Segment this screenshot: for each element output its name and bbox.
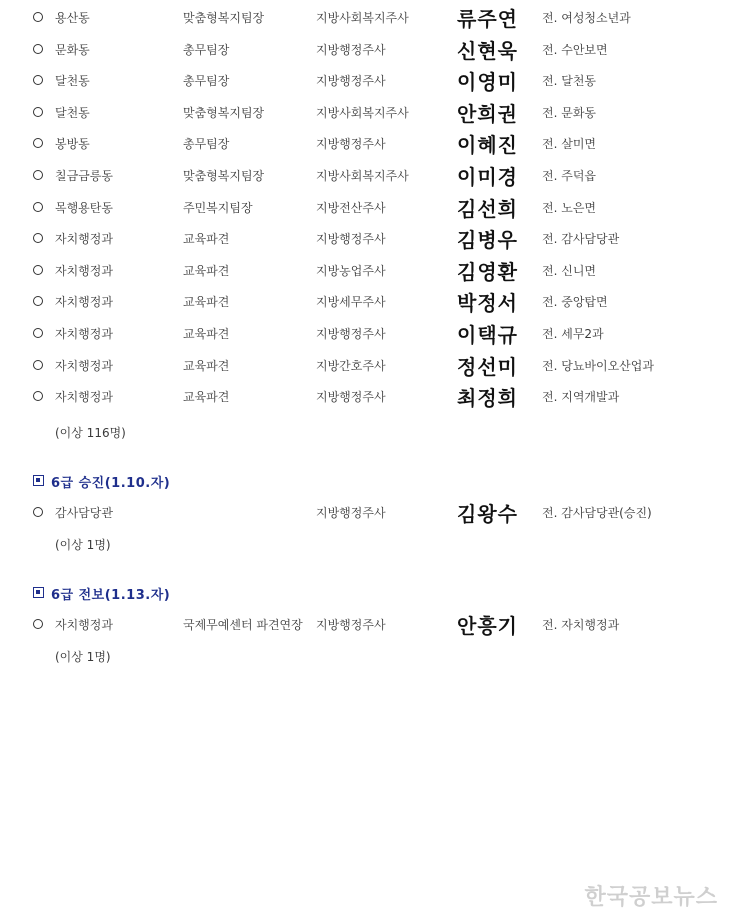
- circle-bullet-icon: [33, 75, 43, 85]
- rank: 지방행정주사: [316, 232, 386, 246]
- rank: 지방행정주사: [316, 137, 386, 151]
- department: 봉방동: [55, 137, 90, 151]
- position: 교육파견: [183, 264, 230, 278]
- position: 주민복지팀장: [183, 201, 253, 215]
- circle-bullet-icon: [33, 619, 43, 629]
- circle-bullet-icon: [33, 138, 43, 148]
- circle-bullet-icon: [33, 391, 43, 401]
- department: 자치행정과: [55, 359, 113, 373]
- circle-bullet-icon: [33, 170, 43, 180]
- department: 달천동: [55, 74, 90, 88]
- personnel-row: [0, 35, 740, 65]
- circle-bullet-icon: [33, 507, 43, 517]
- department: 목행용탄동: [55, 201, 113, 215]
- personnel-row: [0, 224, 740, 254]
- previous-post: 전. 노은면: [542, 201, 596, 215]
- person-name: 정선미: [457, 355, 518, 379]
- position: 국제무예센터 파견연장: [183, 618, 303, 632]
- personnel-row: [0, 610, 740, 640]
- department: 자치행정과: [55, 232, 113, 246]
- department: 달천동: [55, 106, 90, 120]
- personnel-row: [0, 382, 740, 412]
- rank: 지방행정주사: [316, 74, 386, 88]
- rank: 지방세무주사: [316, 295, 386, 309]
- circle-bullet-icon: [33, 12, 43, 22]
- circle-bullet-icon: [33, 265, 43, 275]
- rank: 지방행정주사: [316, 506, 386, 520]
- previous-post: 전. 신니면: [542, 264, 596, 278]
- position: 교육파견: [183, 295, 230, 309]
- person-name: 김선희: [457, 197, 518, 221]
- rank: 지방행정주사: [316, 43, 386, 57]
- rank: 지방행정주사: [316, 390, 386, 404]
- count-note: (이상 1명): [55, 538, 111, 552]
- person-name: 최정희: [457, 386, 518, 410]
- position: 교육파견: [183, 232, 230, 246]
- previous-post: 전. 문화동: [542, 106, 596, 120]
- previous-post: 전. 자치행정과: [542, 618, 620, 632]
- rank: 지방전산주사: [316, 201, 386, 215]
- person-name: 김병우: [457, 228, 518, 252]
- previous-post: 전. 달천동: [542, 74, 596, 88]
- previous-post: 전. 살미면: [542, 137, 596, 151]
- personnel-row: [0, 498, 740, 528]
- position: 교육파견: [183, 390, 230, 404]
- square-bullet-icon: [33, 475, 44, 486]
- rank: 지방간호주사: [316, 359, 386, 373]
- personnel-row: [0, 3, 740, 33]
- department: 감사담당관: [55, 506, 113, 520]
- previous-post: 전. 여성청소년과: [542, 11, 631, 25]
- personnel-row: [0, 193, 740, 223]
- previous-post: 전. 주덕읍: [542, 169, 596, 183]
- personnel-row: [0, 351, 740, 381]
- personnel-row: [0, 287, 740, 317]
- rank: 지방사회복지주사: [316, 169, 409, 183]
- position: 총무팀장: [183, 43, 230, 57]
- person-name: 신현욱: [457, 39, 518, 63]
- circle-bullet-icon: [33, 296, 43, 306]
- circle-bullet-icon: [33, 233, 43, 243]
- position: 교육파견: [183, 327, 230, 341]
- previous-post: 전. 중앙탑면: [542, 295, 608, 309]
- person-name: 이혜진: [457, 133, 518, 157]
- circle-bullet-icon: [33, 360, 43, 370]
- person-name: 이미경: [457, 165, 518, 189]
- circle-bullet-icon: [33, 107, 43, 117]
- section-title: 6급 승진(1.10.자): [51, 476, 171, 491]
- previous-post: 전. 수안보면: [542, 43, 608, 57]
- previous-post: 전. 지역개발과: [542, 390, 620, 404]
- position: 교육파견: [183, 359, 230, 373]
- person-name: 안흥기: [457, 614, 518, 638]
- personnel-row: [0, 98, 740, 128]
- person-name: 김왕수: [457, 502, 518, 526]
- rank: 지방농업주사: [316, 264, 386, 278]
- personnel-row: [0, 319, 740, 349]
- position: 맞춤형복지팀장: [183, 169, 265, 183]
- department: 자치행정과: [55, 618, 113, 632]
- person-name: 안희권: [457, 102, 518, 126]
- person-name: 박정서: [457, 291, 518, 315]
- department: 자치행정과: [55, 264, 113, 278]
- previous-post: 전. 당뇨바이오산업과: [542, 359, 654, 373]
- count-note: (이상 116명): [55, 426, 126, 440]
- circle-bullet-icon: [33, 328, 43, 338]
- department: 칠금금릉동: [55, 169, 113, 183]
- department: 자치행정과: [55, 327, 113, 341]
- rank: 지방사회복지주사: [316, 11, 409, 25]
- person-name: 류주연: [457, 7, 518, 31]
- watermark: 한국공보뉴스: [584, 885, 718, 910]
- department: 문화동: [55, 43, 90, 57]
- position: 총무팀장: [183, 74, 230, 88]
- person-name: 이택규: [457, 323, 518, 347]
- section-title: 6급 전보(1.13.자): [51, 588, 171, 603]
- count-note: (이상 1명): [55, 650, 111, 664]
- department: 자치행정과: [55, 390, 113, 404]
- rank: 지방행정주사: [316, 618, 386, 632]
- personnel-row: [0, 256, 740, 286]
- position: 총무팀장: [183, 137, 230, 151]
- personnel-row: [0, 129, 740, 159]
- circle-bullet-icon: [33, 202, 43, 212]
- circle-bullet-icon: [33, 44, 43, 54]
- person-name: 김영환: [457, 260, 518, 284]
- personnel-row: [0, 161, 740, 191]
- department: 용산동: [55, 11, 90, 25]
- previous-post: 전. 세무2과: [542, 327, 604, 341]
- rank: 지방행정주사: [316, 327, 386, 341]
- position: 맞춤형복지팀장: [183, 106, 265, 120]
- personnel-row: [0, 66, 740, 96]
- person-name: 이영미: [457, 70, 518, 94]
- rank: 지방사회복지주사: [316, 106, 409, 120]
- square-bullet-icon: [33, 587, 44, 598]
- department: 자치행정과: [55, 295, 113, 309]
- position: 맞춤형복지팀장: [183, 11, 265, 25]
- previous-post: 전. 감사담당관: [542, 232, 620, 246]
- previous-post: 전. 감사담당관(승진): [542, 506, 652, 520]
